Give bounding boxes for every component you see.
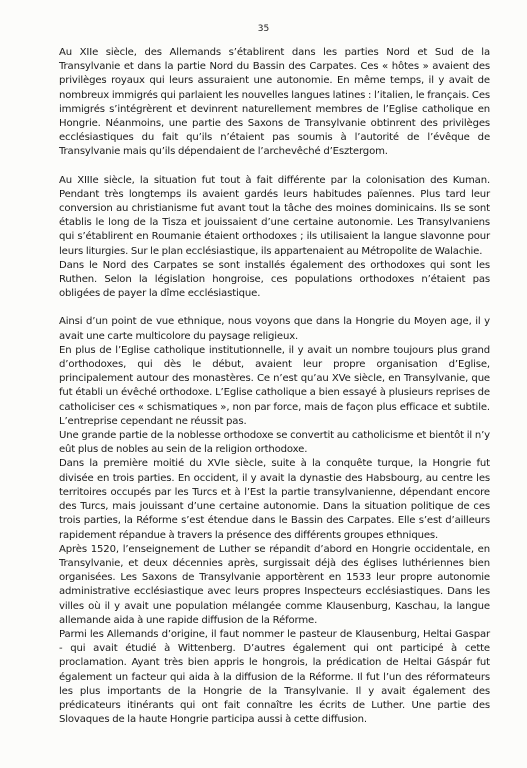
paragraph: Ainsi d’un point de vue ethnique, nous voyons que dans la Hongrie du Moyen age, il y avait une carte multicolore du paysage religieux. (59, 316, 490, 342)
paragraph: Après 1520, l’enseignement de Luther se répandit d’abord en Hongrie occidentale, en Transylvanie, et deux décennies après, surgissait déjà des églises luthériennes bien organisées. Les Saxons de Transylvanie apportèrent en 1533 leur propre autonomie administrative ecclésiastique avec leurs propres Inspecteurs ecclésiastiques. Dans les villes où il y avait une population mélangée comme Klausenburg, Kaschau, la langue allemande aida à une rapide diffusion de la Réforme. (59, 543, 490, 626)
page-number: 35 (257, 24, 270, 34)
paragraph: Une grande partie de la noblesse orthodoxe se convertit au catholicisme et bientôt il n’y eût plus de nobles au sein de la religion orthodoxe. (59, 430, 490, 456)
paragraph: Au XIIe siècle, des Allemands s’établirent dans les parties Nord et Sud de la Transylvanie et dans la partie Nord du Bassin des Carpates. Ces « hôtes » avaient des privilèges royaux qui leurs assuraient une autonomie. En même temps, il y avait de nombreux immigrés qui parlaient les nouvelles langues latines : l’italien, le français. Ces immigrés s’intégrèrent et devinrent naturellement membres de l’Eglise catholique en Hongrie. Néanmoins, une partie des Saxons de Transylvanie obtinrent des privilèges ecclésiastiques du fait qu’ils n’étaient pas soumis à l’autorité de l’évêque de Transylvanie mais qu’ils dépendaient de l’archevêché d’Esztergom. (59, 47, 490, 158)
paragraph: Parmi les Allemands d’origine, il faut nommer le pasteur de Klausenburg, Heltai Gaspar - qui avait étudié à Wittenberg. D’autres également qui ont participé à cette proclamation. Ayant très bien appris le hongrois, la prédication de Heltai Gáspár fut également un facteur qui aida à la diffusion de la Réforme. Il fut l’un des réformateurs les plus importants de la Hongrie de la Transylvanie. Il y avait également des prédicateurs itinérants qui ont fait connaître les écrits de Luther. Une partie des Slovaques de la haute Hongrie participa aussi à cette diffusion. (59, 628, 490, 726)
paragraph-gap (59, 160, 490, 174)
paragraph: En plus de l’Eglise catholique institutionnelle, il y avait un nombre toujours plus grand d’orthodoxes, qui dès le début, avaient leur propre organisation d’Eglise, principalement autour des monastères. Ce n’est qu’au XVe siècle, en Transylvanie, que fut établi un évêché orthodoxe. L’Eglise catholique a bien essayé à plusieurs reprises de catholiciser ces « schismatiques », non par force, mais de façon plus efficace et subtile. L’entreprise cependant ne réussit pas. (59, 344, 490, 427)
document-body (59, 46, 490, 727)
paragraph: Au XIIIe siècle, la situation fut tout à fait différente par la colonisation des Kuman. Pendant très longtemps ils avaient gardés leurs habitudes païennes. Plus tard leur conversion au christianisme fut avant tout la tâche des moines dominicains. Ils se sont établis le long de la Tisza et jouissaient d’une certaine autonomie. Les Transylvaniens qui s’établirent en Roumanie étaient orthodoxes ; ils utilisaient la langue slavonne pour leurs liturgies. Sur le plan ecclésiastique, ils appartenaient au Métropolite de Walachie. (59, 174, 490, 257)
paragraph-gap (59, 301, 490, 315)
paragraph: Dans la première moitié du XVIe siècle, suite à la conquête turque, la Hongrie fut divisée en trois parties. En occident, il y avait la dynastie des Habsbourg, au centre les territoires occupés par les Turcs et à l’Est la partie transylvanienne, dépendant encore des Turcs, mais jouissant d’une certaine autonomie. Dans la situation politique de ces trois parties, la Réforme s’est étendue dans le Bassin des Carpates. Elle s’est d’ailleurs rapidement répandue à travers la présence des différents groupes ethniques. (59, 458, 490, 541)
paragraph: Dans le Nord des Carpates se sont installés également des orthodoxes qui sont les Ruthen. Selon la législation hongroise, ces populations orthodoxes n’étaient pas obligées de payer la dîme ecclésiastique. (59, 259, 490, 300)
